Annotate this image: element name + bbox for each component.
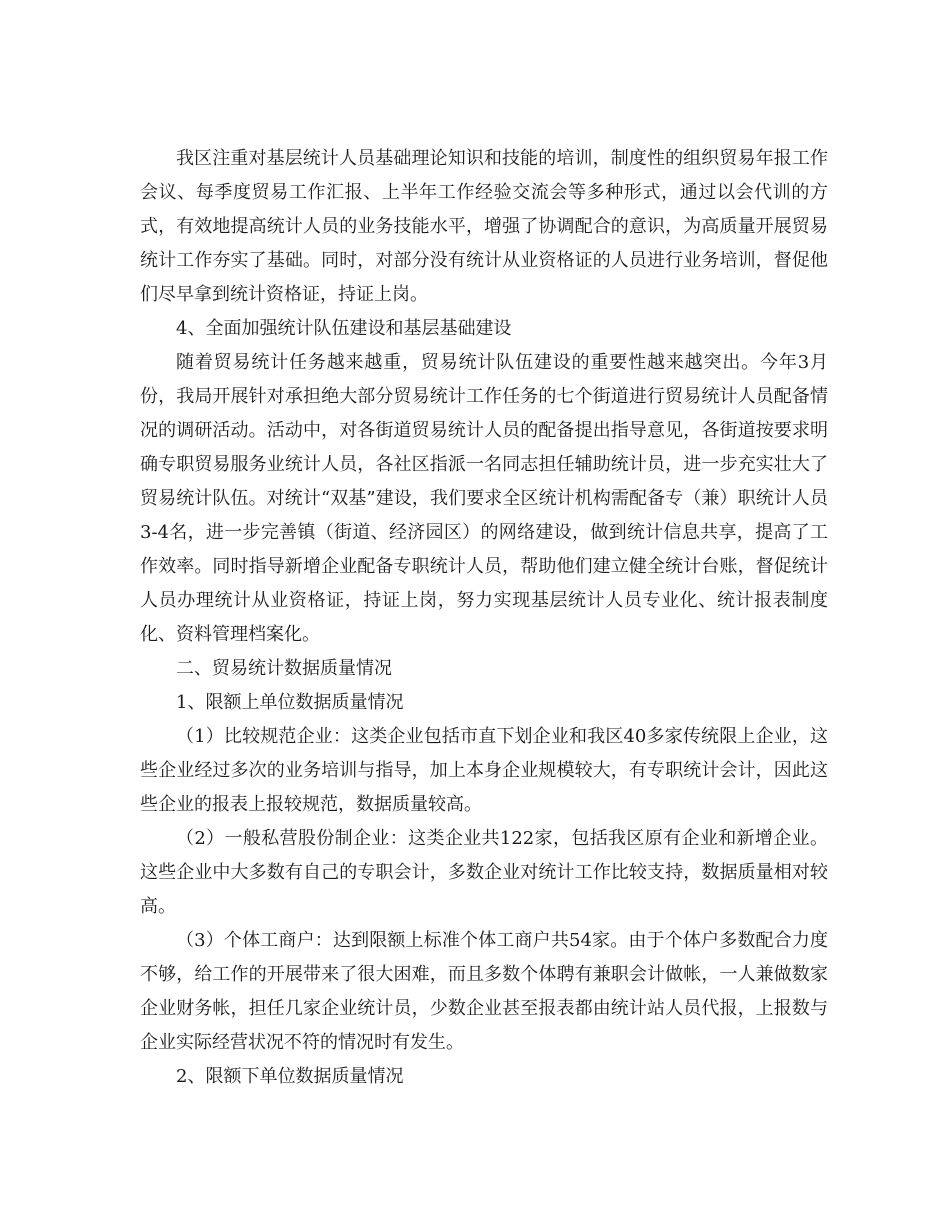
paragraph-training: 我区注重对基层统计人员基础理论知识和技能的培训，制度性的组织贸易年报工作会议、每季度贸易工作汇报、上半年工作经验交流会等多种形式，通过以会代训的方式，有效地提高统计人员的业务技能水平，增强了协调配合的意识，为高质量开展贸易统计工作夯实了基础。同时，对部分没有统计从业资格证的人员进行业务培训，督促他们尽早拿到统计资格证，持证上岗。 bbox=[140, 148, 828, 305]
heading-above-quota: 1、限额上单位数据质量情况 bbox=[176, 692, 404, 713]
heading-data-quality: 二、贸易统计数据质量情况 bbox=[176, 658, 392, 679]
heading-team-building: 4、全面加强统计队伍建设和基层基础建设 bbox=[176, 318, 512, 339]
paragraph-team-building: 随着贸易统计任务越来越重，贸易统计队伍建设的重要性越来越突出。今年3月份，我局开展针对承担绝大部分贸易统计工作任务的七个街道进行贸易统计人员配备情况的调研活动。活动中，对各街道贸易统计人员的配备提出指导意见，各街道按要求明确专职贸易服务业统计人员，各社区指派一名同志担任辅助统计员，进一步充实壮大了贸易统计队伍。对统计“双基”建设，我们要求全区统计机构需配备专（兼）职统计人员3-4名，进一步完善镇（街道、经济园区）的网络建设，做到统计信息共享，提高了工作效率。同时指导新增企业配备专职统计人员，帮助他们建立健全统计台账，督促统计人员办理统计从业资格证，持证上岗，努力实现基层统计人员专业化、统计报表制度化、资料管理档案化。 bbox=[140, 352, 828, 645]
paragraph-private-enterprises: （2）一般私营股份制企业：这类企业共122家，包括我区原有企业和新增企业。这些企业中大多数有自己的专职会计，多数企业对统计工作比较支持，数据质量相对较高。 bbox=[140, 828, 828, 917]
heading-below-quota: 2、限额下单位数据质量情况 bbox=[176, 1066, 404, 1087]
paragraph-standard-enterprises: （1）比较规范企业：这类企业包括市直下划企业和我区40多家传统限上企业，这些企业经过多次的业务培训与指导，加上本身企业规模较大，有专职统计会计，因此这些企业的报表上报较规范，数据质量较高。 bbox=[140, 726, 828, 815]
paragraph-individual-businesses: （3）个体工商户：达到限额上标准个体工商户共54家。由于个体户多数配合力度不够，给工作的开展带来了很大困难，而且多数个体聘有兼职会计做帐，一人兼做数家企业财务帐，担任几家企业统计员，少数企业甚至报表都由统计站人员代报，上报数与企业实际经营状况不符的情况时有发生。 bbox=[140, 930, 828, 1053]
